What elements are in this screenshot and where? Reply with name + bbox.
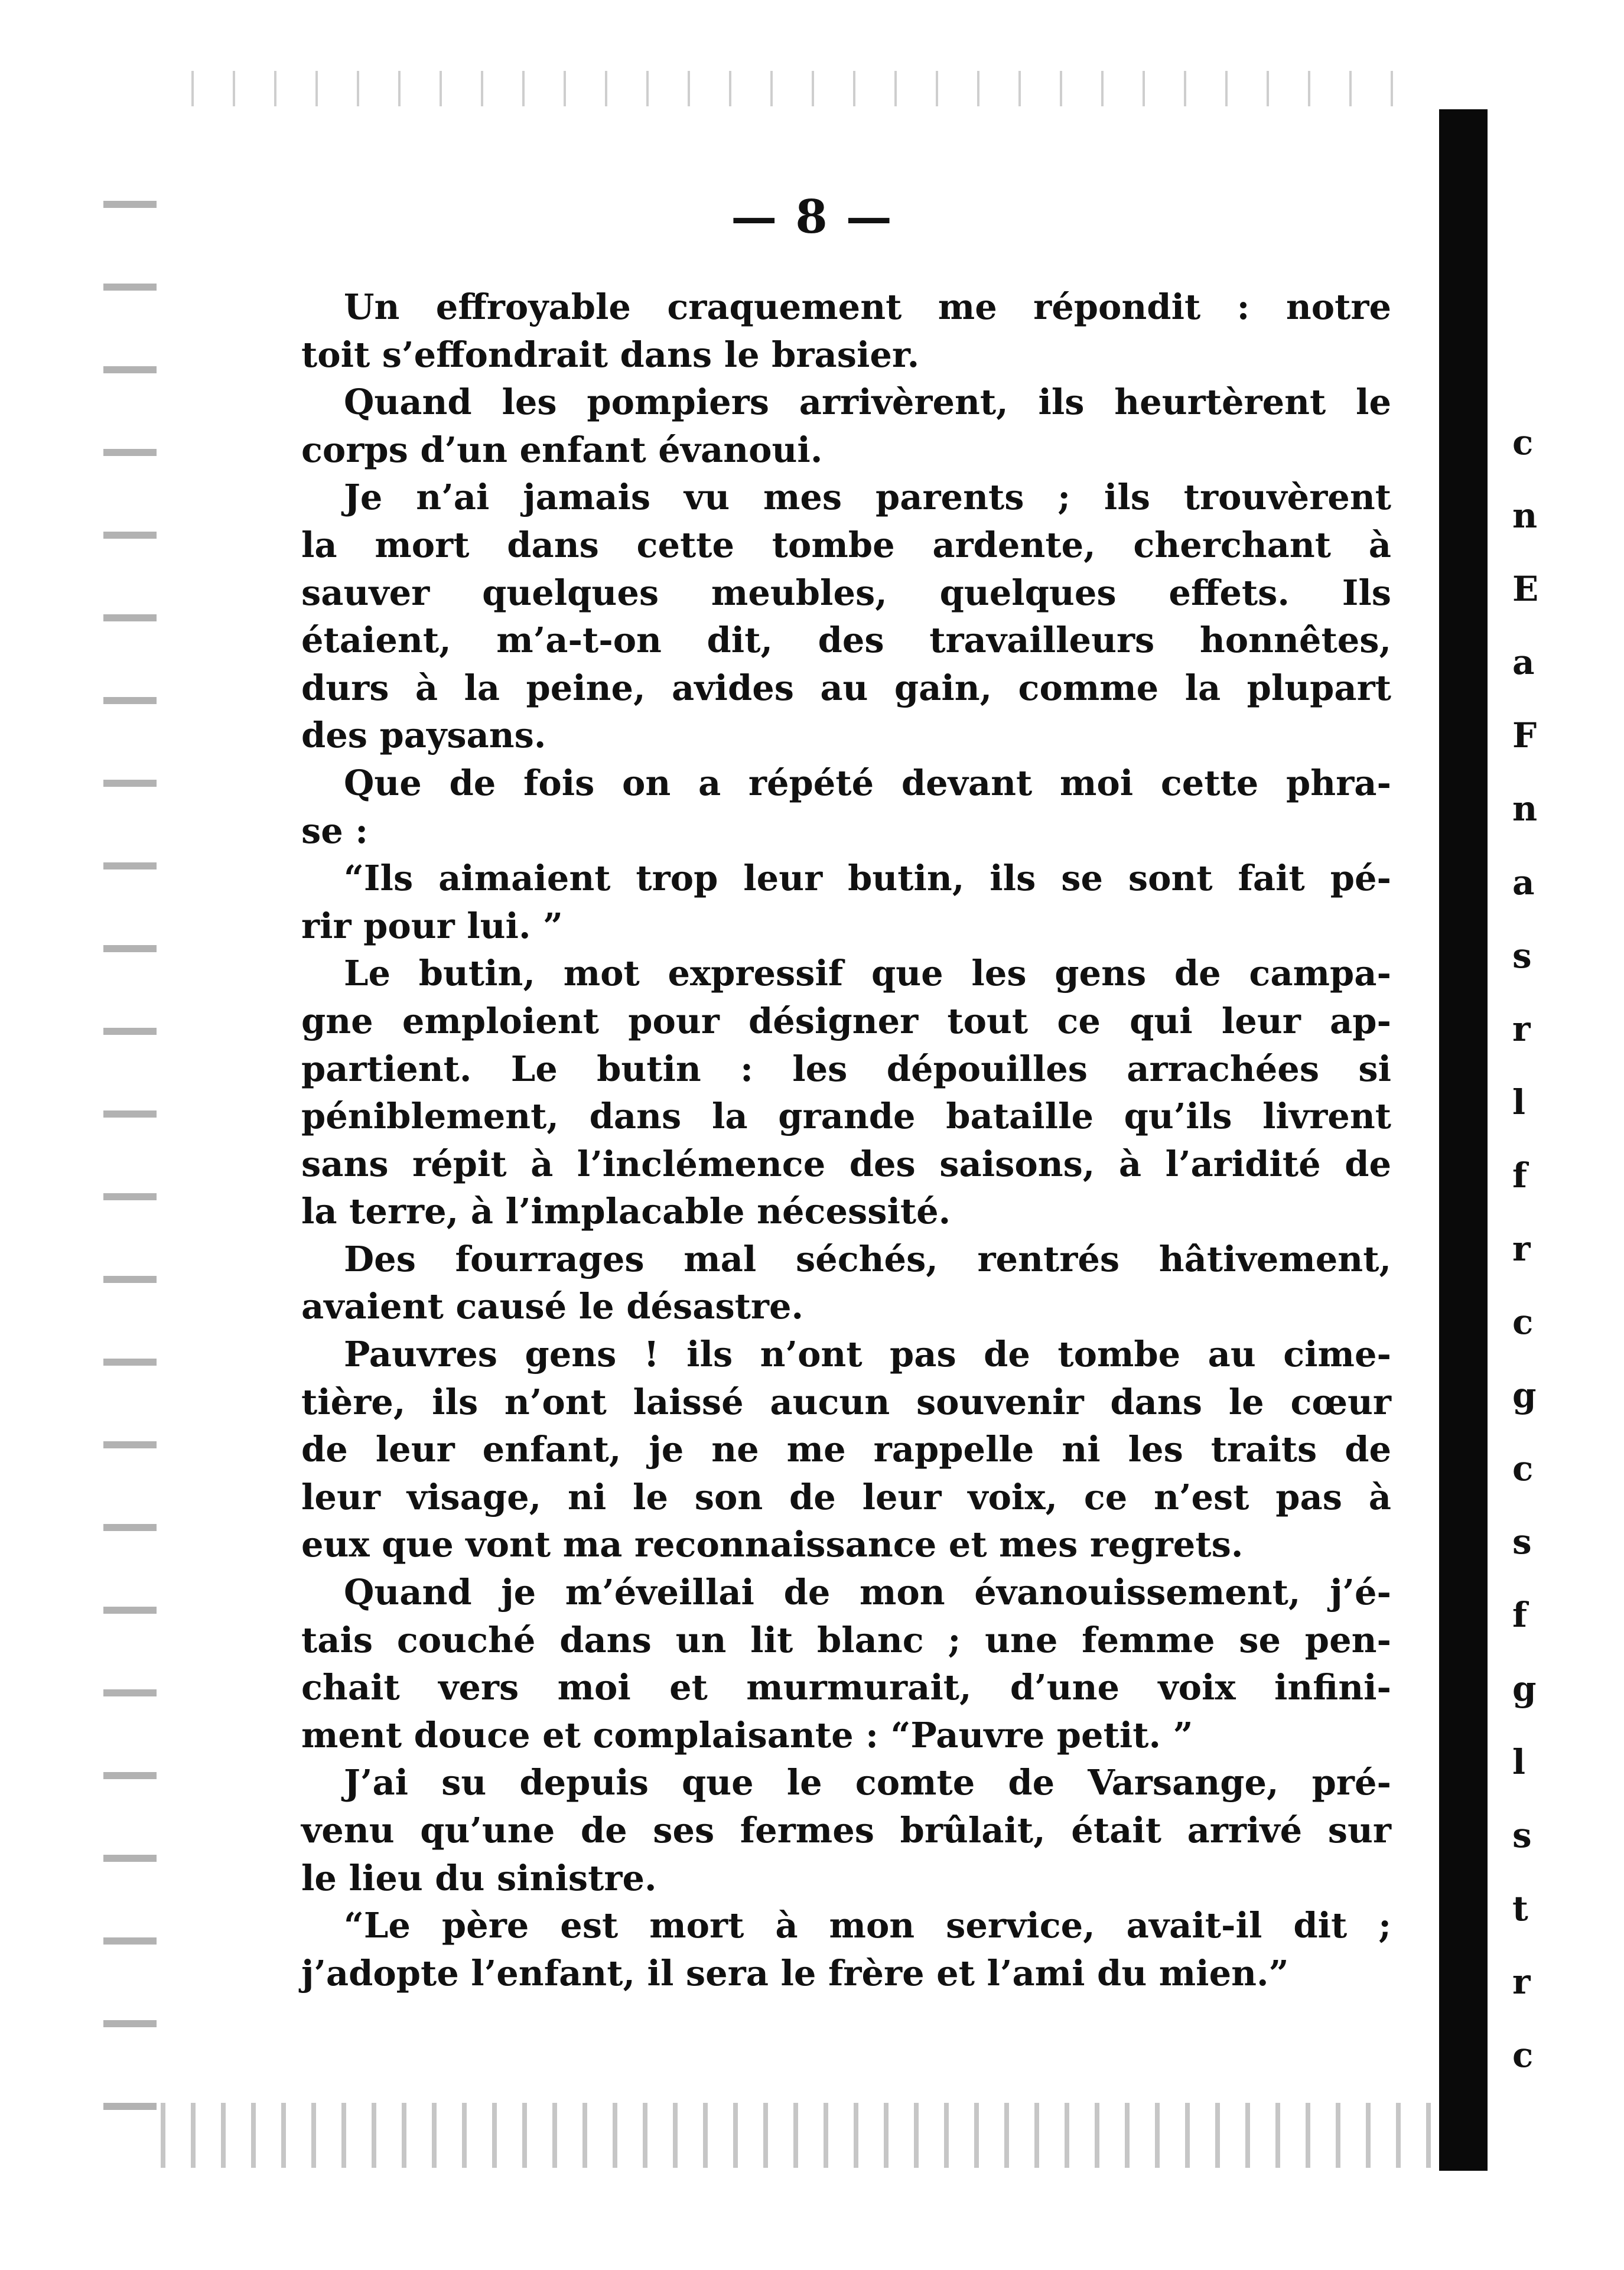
text-line: partient. Le butin : les dépouilles arrachées si <box>301 1048 1391 1089</box>
margin-letter: F <box>1512 715 1537 755</box>
text-line: de leur enfant, je ne me rappelle ni les traits de <box>301 1429 1391 1470</box>
text-line: Que de fois on a répété devant moi cette phra- <box>344 762 1391 803</box>
text-line: la mort dans cette tombe ardente, cherchant à <box>301 524 1391 565</box>
text-line: tière, ils n’ont laissé aucun souvenir dans le cœur <box>301 1381 1391 1422</box>
text-line: péniblement, dans la grande bataille qu’ils livrent <box>301 1096 1391 1137</box>
text-line: étaient, m’a-t-on dit, des travailleurs honnêtes, <box>301 620 1391 661</box>
text-line: Je n’ai jamais vu mes parents ; ils trouvèrent <box>344 477 1391 518</box>
margin-letter: g <box>1512 1375 1537 1415</box>
margin-letter: r <box>1512 1962 1531 2002</box>
text-line: Pauvres gens ! ils n’ont pas de tombe au cime- <box>344 1334 1391 1375</box>
text-line: ment douce et complaisante : “Pauvre petit. ” <box>301 1714 1193 1756</box>
text-line: Un effroyable craquement me répondit : notre <box>344 286 1391 327</box>
text-line: eux que vont ma reconnaissance et mes regrets. <box>301 1524 1244 1565</box>
margin-letter: a <box>1512 642 1535 682</box>
text-line: toit s’effondrait dans le brasier. <box>301 334 920 375</box>
text-line: Des fourrages mal séchés, rentrés hâtivement, <box>344 1238 1391 1279</box>
scan-noise-bottom <box>148 2103 1436 2168</box>
text-line: se : <box>301 810 369 851</box>
text-line: sauver quelques meubles, quelques effets. Ils <box>301 572 1391 613</box>
margin-letter: s <box>1512 1815 1532 1855</box>
margin-letter: n <box>1512 789 1538 829</box>
text-line: Le butin, mot expressif que les gens de campa- <box>344 953 1391 994</box>
margin-letter: c <box>1512 2035 1534 2075</box>
text-line: des paysans. <box>301 715 546 756</box>
text-line: “Ils aimaient trop leur butin, ils se sont fait pé- <box>344 858 1391 899</box>
margin-letter: r <box>1512 1229 1531 1269</box>
text-line: le lieu du sinistre. <box>301 1857 657 1898</box>
margin-letter: l <box>1512 1742 1526 1782</box>
margin-letter: f <box>1512 1155 1527 1196</box>
margin-letter: f <box>1512 1595 1527 1635</box>
text-line: rir pour lui. ” <box>301 905 563 946</box>
text-line: gne emploient pour désigner tout ce qui leur ap- <box>301 1000 1391 1041</box>
margin-letter: s <box>1512 936 1532 976</box>
margin-letter: c <box>1512 422 1534 463</box>
page-number: — 8 — <box>731 190 893 244</box>
margin-letter: t <box>1512 1888 1528 1929</box>
binding-shadow <box>1439 109 1488 2171</box>
margin-letter: l <box>1512 1082 1526 1122</box>
body-text <box>301 284 1391 1997</box>
text-line: sans répit à l’inclémence des saisons, à l’aridité de <box>301 1143 1391 1184</box>
text-line: corps d’un enfant évanoui. <box>301 429 823 470</box>
margin-letter: s <box>1512 1522 1532 1562</box>
margin-letter: c <box>1512 1448 1534 1489</box>
text-line: venu qu’une de ses fermes brûlait, était arrivé sur <box>301 1810 1391 1851</box>
facing-page-margin <box>1512 89 1583 2180</box>
text-line: chait vers moi et murmurait, d’une voix infini- <box>301 1667 1391 1708</box>
margin-letter: c <box>1512 1302 1534 1342</box>
margin-letter: r <box>1512 1009 1531 1049</box>
scan-noise-top <box>171 71 1412 106</box>
text-line: leur visage, ni le son de leur voix, ce n’est pas à <box>301 1476 1391 1517</box>
text-line: durs à la peine, avides au gain, comme la plupart <box>301 667 1391 708</box>
text-line: la terre, à l’implacable nécessité. <box>301 1191 951 1232</box>
margin-letter: n <box>1512 496 1538 536</box>
text-line: j’adopte l’enfant, il sera le frère et l’ami du mien.” <box>301 1952 1289 1994</box>
scan-noise-left <box>103 165 157 2162</box>
text-line: avaient causé le désastre. <box>301 1286 804 1327</box>
margin-letter: g <box>1512 1669 1537 1709</box>
text-line: “Le père est mort à mon service, avait-il dit ; <box>344 1905 1391 1946</box>
text-line: Quand je m’éveillai de mon évanouissement, j’é- <box>344 1572 1391 1613</box>
text-line: J’ai su depuis que le comte de Varsange, pré- <box>344 1762 1391 1803</box>
margin-letter: E <box>1512 569 1539 609</box>
text-line: Quand les pompiers arrivèrent, ils heurtèrent le <box>344 382 1391 423</box>
margin-letter: a <box>1512 862 1535 903</box>
text-line: tais couché dans un lit blanc ; une femme se pen- <box>301 1619 1391 1660</box>
